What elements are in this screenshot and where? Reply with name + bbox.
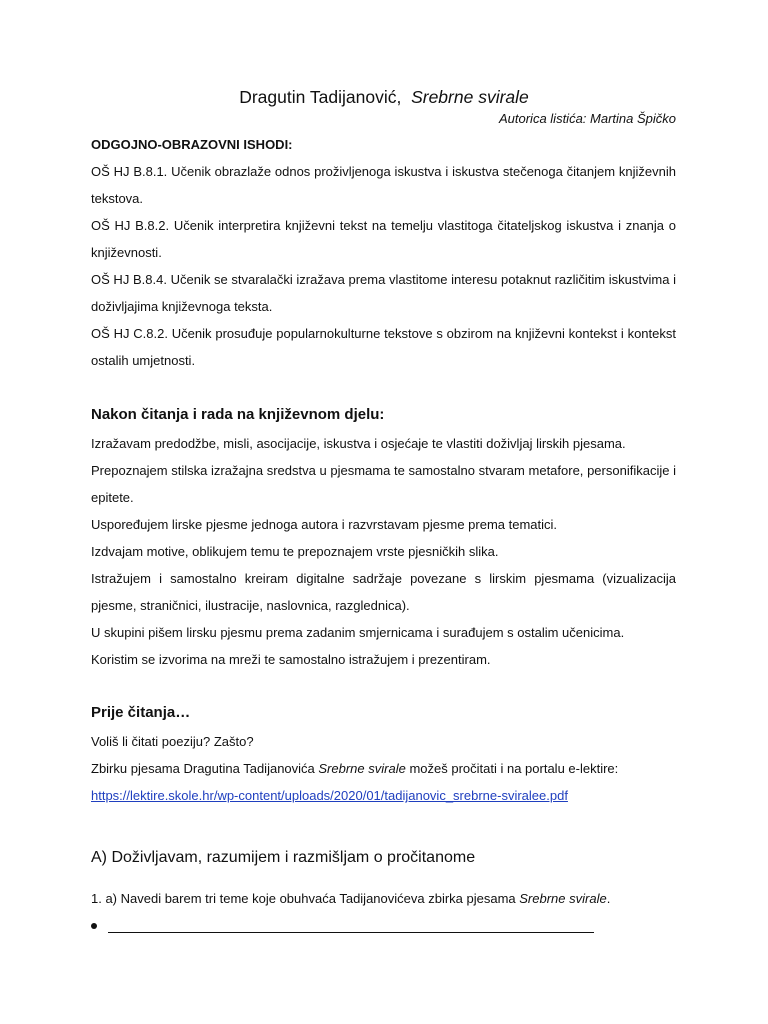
outcome-item: OŠ HJ B.8.1. Učenik obrazlaže odnos proživljenoga iskustva i iskustva stečenoga čitanjem književnih tekstova. bbox=[91, 164, 676, 206]
elektire-link-line bbox=[91, 782, 676, 809]
sentence-part: Zbirku pjesama Dragutina Tadijanovića bbox=[91, 761, 319, 776]
outcome-item: OŠ HJ B.8.4. Učenik se stvaralački izražava prema vlastitome interesu potaknut različitim iskustvima i doživljajima književnoga teksta. bbox=[91, 272, 676, 314]
task-1a bbox=[91, 885, 676, 912]
section-a-heading: A) Doživljavam, razumijem i razmišljam o pročitanome bbox=[91, 849, 476, 866]
goal-item: Izdvajam motive, oblikujem temu te prepoznajem vrste pjesničkih slika. bbox=[91, 544, 499, 559]
answer-bullet[interactable] bbox=[91, 919, 611, 937]
answer-line[interactable] bbox=[108, 932, 594, 933]
sentence-italic: Srebrne svirale bbox=[318, 761, 406, 776]
after-reading-section bbox=[91, 400, 676, 673]
outcomes-section bbox=[91, 131, 676, 374]
elektire-link[interactable]: https://lektire.skole.hr/wp-content/uploads/2020/01/tadijanovic_srebrne-sviralee.pdf bbox=[91, 788, 568, 803]
title-author: Dragutin Tadijanović, bbox=[239, 87, 402, 107]
sentence-part: možeš pročitati i na portalu e-lektire: bbox=[405, 761, 619, 776]
byline: Autorica listića: Martina Špičko bbox=[498, 111, 676, 126]
outcome-item: OŠ HJ B.8.2. Učenik interpretira književni tekst na temelju vlastitoga čitateljskog iskustva i znanja o književnosti. bbox=[91, 218, 676, 260]
outcomes-heading: ODGOJNO-OBRAZOVNI ISHODI: bbox=[91, 137, 293, 152]
task-1a-text bbox=[91, 885, 676, 912]
goal-item: U skupini pišem lirsku pjesmu prema zadanim smjernicama i surađujem s ostalim učenicima. bbox=[91, 625, 625, 640]
task-part: . bbox=[606, 891, 611, 906]
goal-item: Prepoznajem stilska izražajna sredstva u pjesmama te samostalno stvaram metafore, personifikacije i epitete. bbox=[91, 463, 676, 505]
goal-item: Izražavam predodžbe, misli, asocijacije, iskustva i osjećaje te vlastiti doživljaj lirskih pjesama. bbox=[91, 436, 626, 451]
after-reading-heading: Nakon čitanja i rada na književnom djelu: bbox=[91, 406, 385, 423]
question-text: Voliš li čitati poeziju? Zašto? bbox=[91, 734, 254, 749]
goal-item: Koristim se izvorima na mreži te samostalno istražujem i prezentiram. bbox=[91, 652, 491, 667]
task-italic: Srebrne svirale bbox=[519, 891, 607, 906]
before-reading-section bbox=[91, 698, 676, 809]
goal-item: Uspoređujem lirske pjesme jednoga autora i razvrstavam pjesme prema tematici. bbox=[91, 517, 558, 532]
before-reading-heading: Prije čitanja… bbox=[91, 704, 191, 721]
task-part: 1. a) Navedi barem tri teme koje obuhvaća Tadijanovićeva zbirka pjesama bbox=[91, 891, 520, 906]
section-a bbox=[91, 843, 676, 873]
title-work: Srebrne svirale bbox=[411, 87, 529, 107]
bullet-icon bbox=[91, 923, 97, 929]
page-title bbox=[0, 86, 768, 108]
goal-item: Istražujem i samostalno kreiram digitalne sadržaje povezane s lirskim pjesmama (vizualizacija pjesme, straničnici, ilustracije, naslovnica, razglednica). bbox=[91, 571, 676, 613]
outcome-item: OŠ HJ C.8.2. Učenik prosuđuje popularnokulturne tekstove s obzirom na književni kontekst i kontekst ostalih umjetnosti. bbox=[91, 326, 676, 368]
collection-sentence bbox=[91, 755, 676, 782]
